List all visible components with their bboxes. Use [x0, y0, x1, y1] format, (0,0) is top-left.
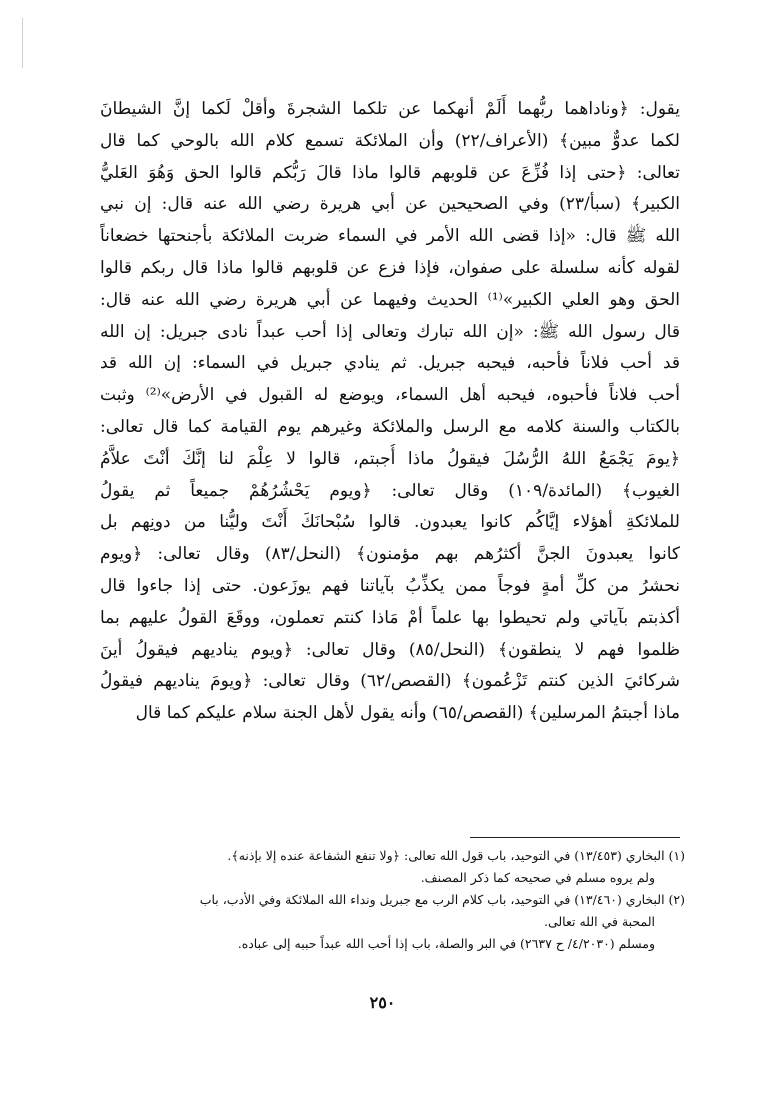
text-line: كانوا يعبدونَ الجنَّ أكثرُهم بهم مؤمنون﴾ (النحل/٨٣) وقال تعالى: ﴿ويوم [100, 544, 680, 565]
text-line: ﴿يومَ يَجْمَعُ اللهُ الرُّسُلَ فيقولُ ماذا أُجبتم، قالوا لا عِلْمَ لنا إنَّكَ أنْتَ علاَّمُ [100, 448, 680, 469]
footnote-2: (٢) البخاري (١٣/٤٦٠) في التوحيد، باب كلام الرب مع جبريل ونداء الله الملائكة وفي الأدب، باب [199, 892, 685, 907]
text-line: يقول: ﴿وناداهما ربُّهما أَلَمْ أنهكما عن تلكما الشجرةَ وأقلْ لَكما إنَّ الشيطانَ [100, 99, 680, 119]
text-line: بالكتاب والسنة كلامه مع الرسل والملائكة وغيرهم يوم القيامة كما قال تعالى: [100, 416, 680, 437]
main-text-block [100, 94, 680, 730]
text-line: الكبير﴾ (سبأ/٢٣) وفي الصحيحين عن أبي هريرة رضي الله عنه قال: إن نبي [100, 194, 680, 215]
page-number: ٢٥٠ [369, 993, 396, 1012]
footnote-2-continuation: المحبة في الله تعالى. [543, 914, 655, 929]
text-line: نحشرُ من كلِّ أمةٍ فوجاً ممن يكذِّبُ بآياتنا فهم يوزَعون. حتى إذا جاءوا قال [100, 575, 680, 596]
text-line: أكذبتم بآياتي ولم تحيطوا بها علماً أمْ مَاذا كنتم تعملون، ووقَعَ القولُ عليهم بما [100, 607, 680, 628]
footnote-1-continuation: ولم يروه مسلم في صحيحه كما ذكر المصنف. [420, 870, 655, 885]
text-line: قال رسول الله ﷺ: «إن الله تبارك وتعالى إذا أحب عبداً نادى جبريل: إن الله [100, 321, 680, 342]
footnotes-block [95, 845, 685, 955]
text-line: أحب فلاناً فأحبوه، فيحبه أهل السماء، ويوضع له القبول في الأرض»⁽²⁾ وثبت [100, 385, 680, 406]
margin-mark [22, 18, 23, 68]
text-line: ظلموا فهم لا ينطقون﴾ (النحل/٨٥) وقال تعالى: ﴿ويوم يناديهم فيقولُ أينَ [100, 639, 680, 660]
text-line: لكما عدوٌّ مبين﴾ (الأعراف/٢٢) وأن الملائكة تسمع كلام الله بالوحي كما قال [100, 130, 680, 151]
text-line: قد أحب فلاناً فأحبه، فيحبه جبريل. ثم ينادي جبريل في السماء: إن الله قد [100, 353, 680, 374]
text-line: لقوله كأنه سلسلة على صفوان، فإذا فزع عن قلوبهم قالوا ماذا قال ربكم قالوا [100, 257, 680, 278]
footnote-1: (١) البخاري (١٣/٤٥٣) في التوحيد، باب قول الله تعالى: ﴿ولا تنفع الشفاعة عنده إلا بإذنه﴾. [227, 848, 685, 863]
footnote-2-source: ومسلم (٤/٢٠٣٠/ ح ٢٦٣٧) في البر والصلة، باب إذا أحب الله عبداً حببه إلى عباده. [237, 936, 655, 951]
text-line: شركائيَ الذين كنتم تَزْعُمون﴾ (القصص/٦٢) وقال تعالى: ﴿ويومَ يناديهم فيقولُ [100, 671, 680, 692]
text-line: الله ﷺ قال: «إذا قضى الله الأمر في السماء ضربت الملائكة بأجنحتها خضعاناً [100, 226, 680, 247]
text-line: الغيوب﴾ (المائدة/١٠٩) وقال تعالى: ﴿ويوم يَحْشُرُهُمْ جميعاً ثم يقولُ [100, 480, 680, 501]
text-line: للملائكةِ أهؤلاء إيَّاكُم كانوا يعبدون. قالوا سُبْحانَكَ أَنْتَ وليُّنا من دونِهم بل [100, 512, 680, 533]
footnote-divider [470, 837, 680, 838]
text-line: ماذا أجبتمُ المرسلين﴾ (القصص/٦٥) وأنه يقول لأهل الجنة سلام عليكم كما قال [135, 703, 680, 724]
text-line: تعالى: ﴿حتى إذا فُزِّعَ عن قلوبهم قالوا ماذا قالَ رَبُّكم قالوا الحق وَهُوَ العَليُّ [100, 162, 680, 183]
text-line: الحق وهو العلي الكبير»⁽¹⁾ الحديث وفيهما عن أبي هريرة رضي الله عنه قال: [100, 289, 680, 310]
